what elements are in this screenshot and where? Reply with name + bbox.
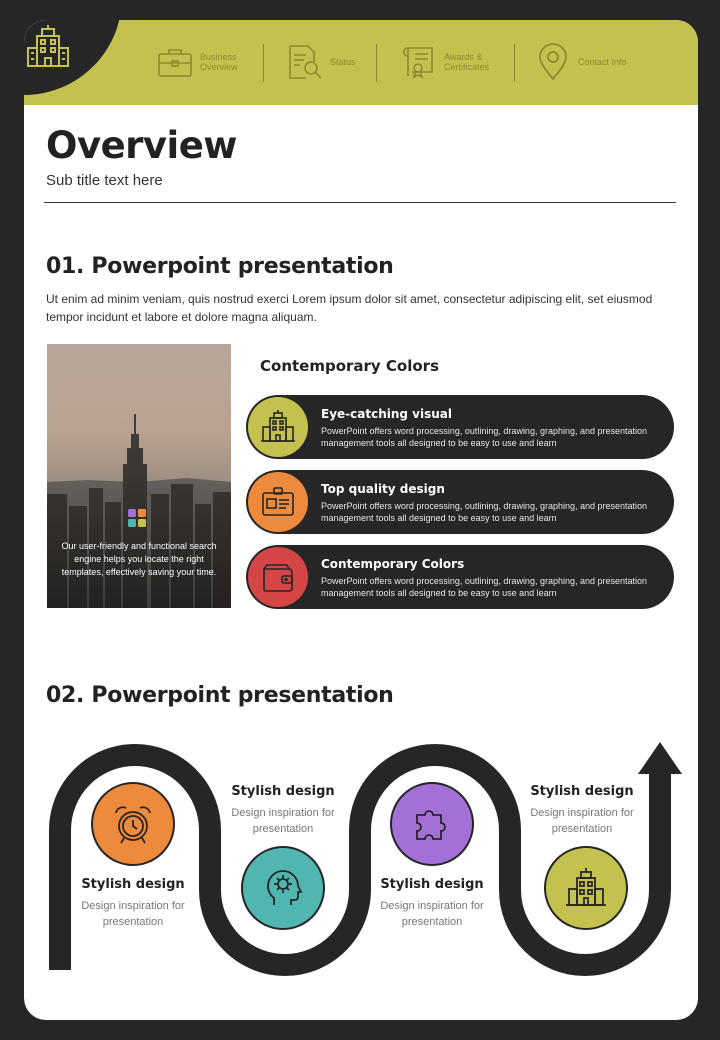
- building-icon: [24, 24, 74, 68]
- top-nav-bar: [24, 20, 698, 105]
- page-card: [24, 20, 698, 1020]
- map-pin-icon: [534, 43, 572, 81]
- feature-item: [246, 545, 674, 609]
- step-description: Design inspiration for presentation: [530, 807, 634, 835]
- id-card-icon: [260, 484, 296, 520]
- nav-awards-certificates[interactable]: [400, 42, 504, 82]
- nav-divider: [263, 44, 264, 82]
- step-icon-circle: [241, 846, 325, 930]
- feature-description: PowerPoint offers word processing, outlining, drawing, graphing, and presentation management tools all designed to be easy to use and learn: [321, 576, 648, 598]
- step-title: Stylish design: [530, 784, 634, 799]
- nav-divider: [514, 44, 515, 82]
- city-photo: [47, 344, 231, 608]
- feature-title: Top quality design: [321, 482, 445, 496]
- feature-icon-circle: [248, 547, 308, 607]
- nav-label: Contact Info: [578, 57, 627, 67]
- photo-caption: Our user-friendly and functional search engine helps you locate the right templates, effectively saving your time.: [61, 541, 217, 577]
- step-title: Stylish design: [81, 877, 185, 892]
- step-icon-circle: [91, 782, 175, 866]
- step-icon-circle: [390, 782, 474, 866]
- section-2-title: 02. Powerpoint presentation: [46, 683, 394, 708]
- nav-status[interactable]: [286, 42, 390, 82]
- section-1-text: Ut enim ad minim veniam, quis nostrud exerci Lorem ipsum dolor sit amet, consectetur adipiscing elit, set eiusmod tempor incidunt et labore et dolore magna aliquam.: [46, 292, 653, 324]
- building-icon: [260, 409, 296, 445]
- section-1-title: 01. Powerpoint presentation: [46, 254, 394, 279]
- nav-label: Business Overview: [200, 52, 238, 72]
- step-icon-circle: [544, 846, 628, 930]
- step-description: Design inspiration for presentation: [380, 900, 484, 928]
- feature-icon-circle: [248, 472, 308, 532]
- page-subtitle: Sub title text here: [46, 172, 163, 189]
- head-gear-icon: [260, 865, 306, 911]
- feature-icon-circle: [248, 397, 308, 457]
- page-title: Overview: [46, 124, 237, 167]
- puzzle-icon: [409, 801, 455, 847]
- feature-title: Contemporary Colors: [321, 557, 465, 571]
- briefcase-icon: [156, 43, 194, 81]
- step-title: Stylish design: [380, 877, 484, 892]
- certificate-icon: [400, 43, 438, 81]
- nav-business-overview[interactable]: [156, 42, 260, 82]
- feature-description: PowerPoint offers word processing, outlining, drawing, graphing, and presentation management tools all designed to be easy to use and learn: [321, 501, 648, 523]
- feature-description: PowerPoint offers word processing, outlining, drawing, graphing, and presentation management tools all designed to be easy to use and learn: [321, 426, 648, 448]
- document-search-icon: [286, 43, 324, 81]
- app-grid-icon: [127, 508, 147, 528]
- step-description: Design inspiration for presentation: [81, 900, 185, 928]
- divider: [44, 202, 676, 203]
- step-title: Stylish design: [231, 784, 335, 799]
- feature-item: [246, 395, 674, 459]
- feature-title: Eye-catching visual: [321, 407, 452, 421]
- alarm-clock-icon: [110, 801, 156, 847]
- nav-divider: [376, 44, 377, 82]
- arrow-head-icon: [638, 742, 682, 774]
- nav-label: Awards & Certificates: [444, 52, 490, 72]
- features-title: Contemporary Colors: [260, 357, 440, 375]
- wallet-icon: [260, 559, 296, 595]
- nav-label: Status: [330, 57, 356, 67]
- step-description: Design inspiration for presentation: [231, 807, 335, 835]
- building-icon: [563, 865, 609, 911]
- feature-item: [246, 470, 674, 534]
- nav-contact-info[interactable]: [534, 42, 638, 82]
